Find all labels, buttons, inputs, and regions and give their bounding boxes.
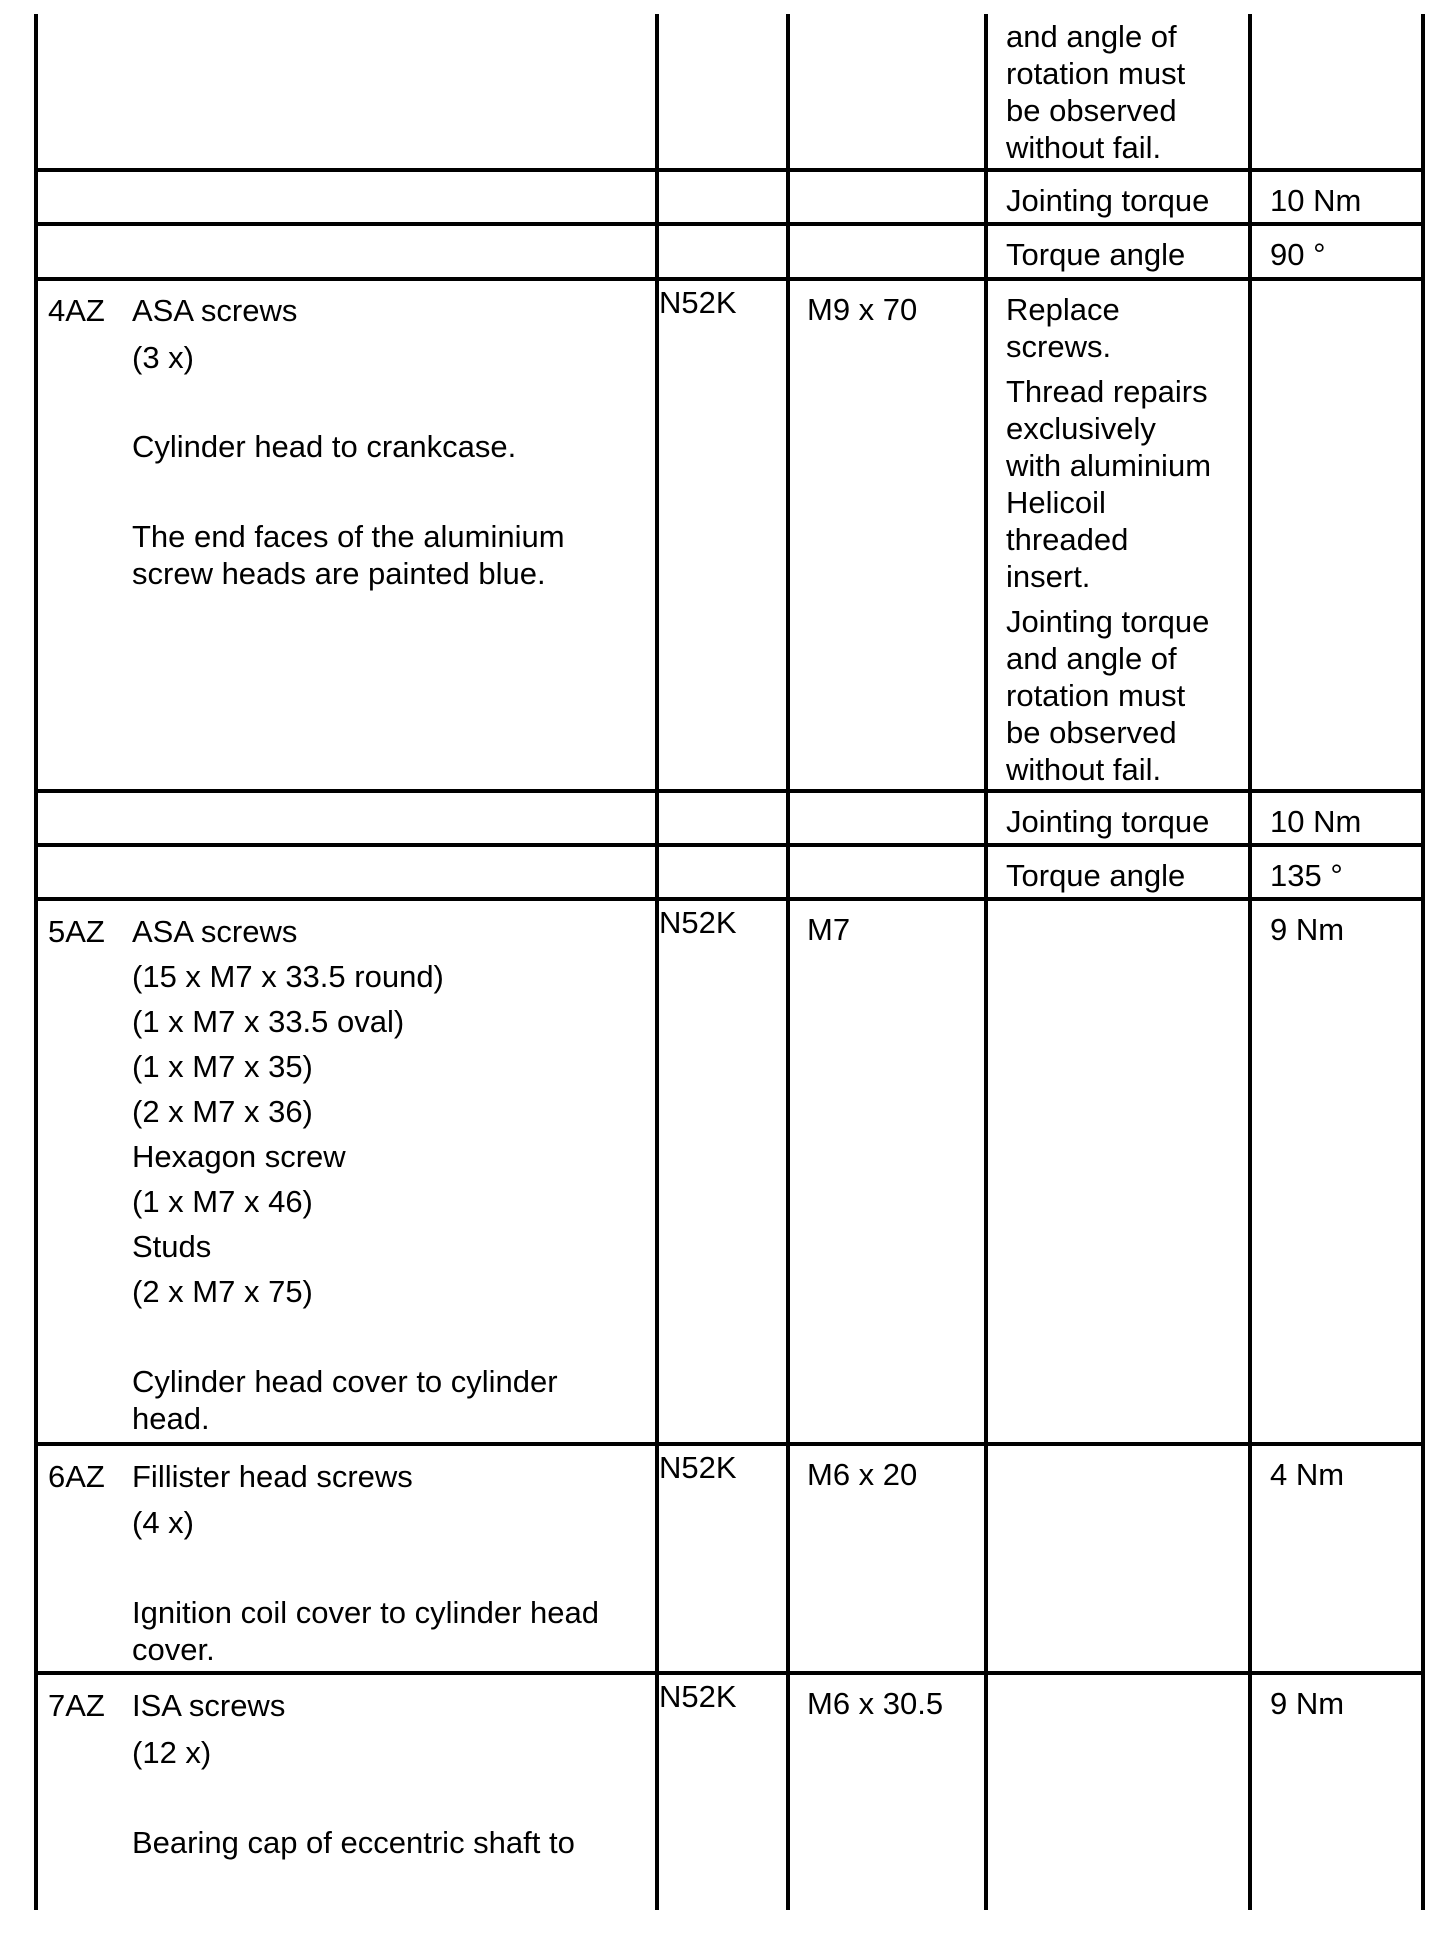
column-divider-size xyxy=(786,14,790,1910)
item-purpose: Cylinder head to crankcase. xyxy=(132,429,517,464)
item-desc-line: (4 x) xyxy=(132,1505,194,1540)
thread-size: M6 x 20 xyxy=(807,1457,918,1492)
note-line: rotation must xyxy=(1006,678,1186,713)
note-line: be observed xyxy=(1006,715,1177,750)
engine-model: N52K xyxy=(659,905,737,940)
note-line: threaded xyxy=(1006,522,1129,557)
row-divider xyxy=(34,222,1425,226)
item-purpose-line: head. xyxy=(132,1401,210,1436)
note-cell: Torque angle xyxy=(1006,237,1186,272)
row-divider xyxy=(34,789,1425,793)
note-line: exclusively xyxy=(1006,411,1156,446)
item-desc-line: (12 x) xyxy=(132,1735,212,1770)
engine-model: N52K xyxy=(659,1450,737,1485)
item-purpose-line: cover. xyxy=(132,1632,215,1667)
row-divider xyxy=(34,897,1425,901)
thread-size: M7 xyxy=(807,912,851,947)
value-cell: 9 Nm xyxy=(1270,912,1345,947)
note-line: with aluminium xyxy=(1006,448,1212,483)
item-desc-line: (2 x M7 x 36) xyxy=(132,1094,313,1129)
item-desc-line: (2 x M7 x 75) xyxy=(132,1274,313,1309)
item-desc-line: (1 x M7 x 33.5 oval) xyxy=(132,1004,405,1039)
table-border-left xyxy=(34,14,38,1910)
note-line: insert. xyxy=(1006,559,1091,594)
item-remark-line: The end faces of the aluminium xyxy=(132,519,565,554)
row-divider xyxy=(34,168,1425,172)
row-divider xyxy=(34,277,1425,281)
engine-model: N52K xyxy=(659,285,737,320)
item-desc-line: ASA screws xyxy=(132,914,298,949)
item-ref: 7AZ xyxy=(48,1688,105,1723)
value-cell: 4 Nm xyxy=(1270,1457,1345,1492)
engine-model: N52K xyxy=(659,1679,737,1714)
table-border-right xyxy=(1421,14,1425,1910)
note-line: Replace xyxy=(1006,292,1120,327)
note-cell: Jointing torque xyxy=(1006,804,1210,839)
thread-size: M9 x 70 xyxy=(807,292,918,327)
note-line: Helicoil xyxy=(1006,485,1106,520)
row-divider xyxy=(34,843,1425,847)
value-cell: 9 Nm xyxy=(1270,1686,1345,1721)
item-desc-line: (1 x M7 x 46) xyxy=(132,1184,313,1219)
item-purpose-line: Ignition coil cover to cylinder head xyxy=(132,1595,599,1630)
item-purpose-line: Cylinder head cover to cylinder xyxy=(132,1364,558,1399)
note-line: Jointing torque xyxy=(1006,604,1210,639)
column-divider-note xyxy=(984,14,988,1910)
note-cell: Jointing torque xyxy=(1006,183,1210,218)
item-ref: 4AZ xyxy=(48,293,105,328)
row-divider xyxy=(34,1671,1425,1675)
item-remark-line: screw heads are painted blue. xyxy=(132,556,546,591)
item-desc-line: (3 x) xyxy=(132,340,194,375)
note-line: Thread repairs xyxy=(1006,374,1208,409)
item-ref: 5AZ xyxy=(48,914,105,949)
value-cell: 10 Nm xyxy=(1270,804,1362,839)
row-divider xyxy=(34,1442,1425,1446)
note-line: without fail. xyxy=(1006,130,1162,165)
item-desc-line: Hexagon screw xyxy=(132,1139,346,1174)
note-line: and angle of xyxy=(1006,19,1177,54)
value-cell: 90 ° xyxy=(1270,237,1326,272)
note-line: screws. xyxy=(1006,329,1112,364)
note-cell: Torque angle xyxy=(1006,858,1186,893)
item-ref: 6AZ xyxy=(48,1459,105,1494)
note-line: be observed xyxy=(1006,93,1177,128)
item-desc-line: ISA screws xyxy=(132,1688,286,1723)
value-cell: 10 Nm xyxy=(1270,183,1362,218)
thread-size: M6 x 30.5 xyxy=(807,1686,944,1721)
note-line: rotation must xyxy=(1006,56,1186,91)
column-divider-value xyxy=(1248,14,1252,1910)
note-line: and angle of xyxy=(1006,641,1177,676)
item-desc-line: Fillister head screws xyxy=(132,1459,413,1494)
item-desc-line: (1 x M7 x 35) xyxy=(132,1049,313,1084)
item-purpose: Bearing cap of eccentric shaft to xyxy=(132,1825,575,1860)
item-desc-line: (15 x M7 x 33.5 round) xyxy=(132,959,444,994)
item-desc-line: ASA screws xyxy=(132,293,298,328)
note-line: without fail. xyxy=(1006,752,1162,787)
value-cell: 135 ° xyxy=(1270,858,1343,893)
item-desc-line: Studs xyxy=(132,1229,212,1264)
